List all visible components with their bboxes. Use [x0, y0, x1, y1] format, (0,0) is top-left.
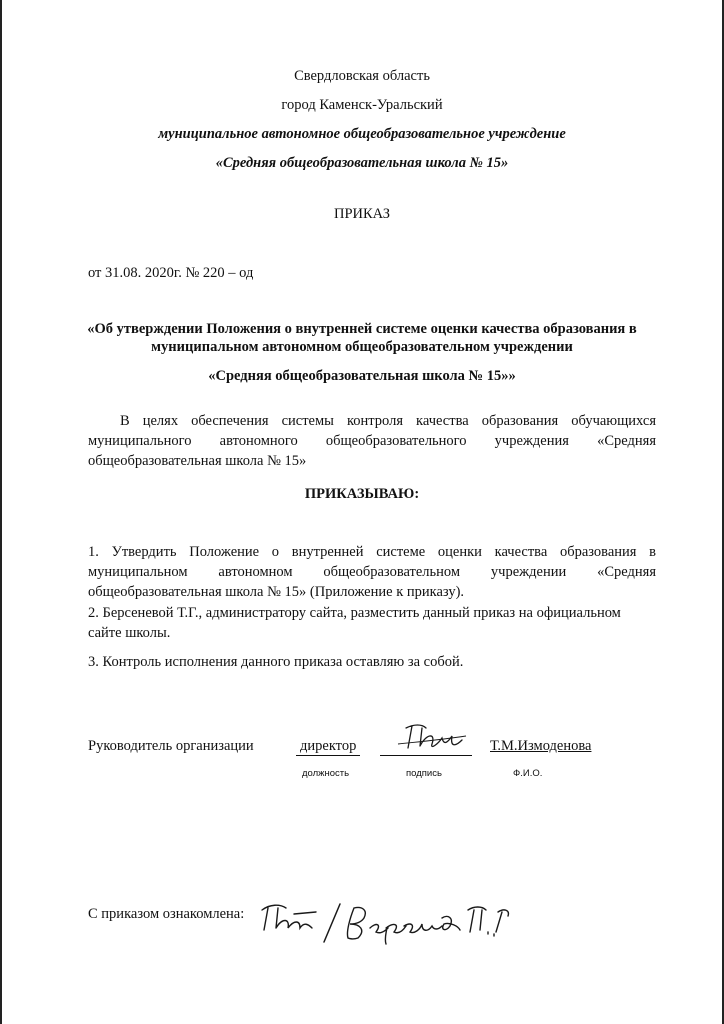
director-signature	[392, 720, 472, 756]
order-item-1: 1. Утвердить Положение о внутренней системе оценки качества образования в муниципальном автономном общеобразовательном учреждении «Средняя общеобразовательная школа № 15» (Приложение к приказу).	[88, 544, 656, 600]
doc-type-title: ПРИКАЗ	[333, 206, 391, 222]
signatory-name: Т.М.Измоденова	[490, 738, 592, 754]
position-underline	[296, 755, 360, 756]
signatory-label: Руководитель организации	[88, 738, 254, 754]
order-item-2-line-1: 2. Берсеневой Т.Г., администратору сайта, разместить данный приказ на официальном	[88, 605, 621, 621]
subject-line-3: «Средняя общеобразовательная школа № 15»»	[208, 368, 516, 384]
order-item-3: 3. Контроль исполнения данного приказа оставляю за собой.	[88, 654, 464, 670]
preamble-paragraph: В целях обеспечения системы контроля качества образования обучающихся муниципального автономного общеобразовательного учреждения «Средняя общеобразовательная школа № 15»	[88, 413, 656, 469]
signatory-position: директор	[300, 738, 357, 754]
subject-line-1: «Об утверждении Положения о внутренней системе оценки качества образования в	[87, 321, 637, 337]
caption-signature: подпись	[406, 768, 442, 779]
order-item-2-line-2: сайте школы.	[88, 625, 171, 641]
subject-line-2: муниципальном автономном общеобразовательном учреждении	[151, 339, 573, 355]
order-number-line: от 31.08. 2020г. № 220 – од	[88, 265, 254, 281]
acknowledgement-handwritten-signature	[254, 898, 514, 950]
header-region: Свердловская область	[294, 68, 430, 84]
header-school: «Средняя общеобразовательная школа № 15»	[215, 155, 509, 171]
command-heading: ПРИКАЗЫВАЮ:	[304, 486, 420, 502]
header-org-type: муниципальное автономное общеобразовательное учреждение	[158, 126, 566, 142]
header-city: город Каменск-Уральский	[281, 97, 443, 113]
caption-position: должность	[302, 768, 350, 779]
acknowledgement-label: С приказом ознакомлена:	[88, 906, 245, 922]
caption-name: Ф.И.О.	[513, 768, 543, 779]
